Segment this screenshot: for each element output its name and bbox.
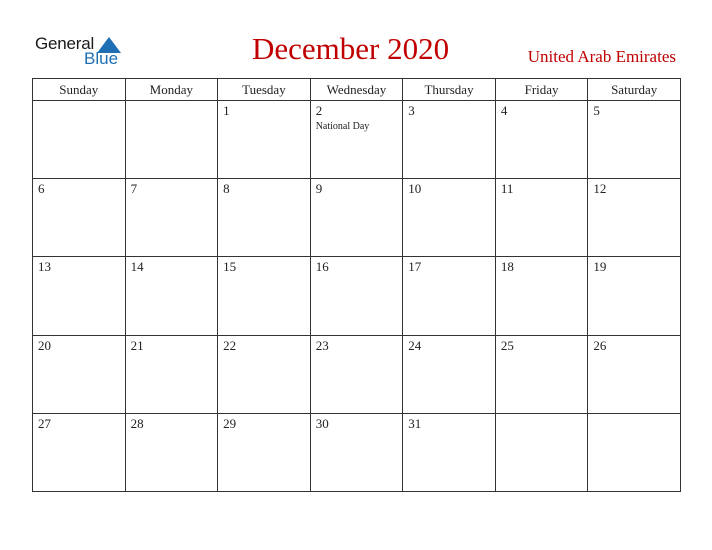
day-number: 19 bbox=[593, 259, 607, 275]
weekday-tuesday: Tuesday bbox=[218, 79, 311, 101]
day-cell bbox=[125, 101, 218, 179]
day-cell bbox=[495, 413, 588, 491]
day-cell bbox=[310, 101, 403, 179]
day-cell bbox=[33, 413, 126, 491]
day-number: 5 bbox=[593, 103, 600, 118]
day-cell bbox=[33, 179, 126, 257]
day-cell bbox=[125, 179, 218, 257]
holiday-label: National Day bbox=[315, 121, 370, 132]
day-number: 8 bbox=[223, 181, 230, 197]
day-cell bbox=[495, 101, 588, 179]
day-number bbox=[588, 414, 680, 416]
country-name: United Arab Emirates bbox=[527, 47, 676, 66]
day-number: 26 bbox=[593, 337, 607, 353]
day-number bbox=[33, 101, 125, 103]
day-cell bbox=[495, 335, 588, 413]
day-number: 14 bbox=[130, 259, 144, 275]
day-number: 4 bbox=[500, 103, 508, 118]
day-cell bbox=[218, 101, 311, 179]
day-number: 23 bbox=[315, 337, 329, 353]
day-cell bbox=[403, 179, 496, 257]
day-number: 9 bbox=[315, 181, 323, 197]
day-number: 28 bbox=[130, 415, 144, 431]
logo-text-general: General bbox=[35, 34, 95, 53]
day-cell bbox=[588, 179, 681, 257]
weekday-monday: Monday bbox=[125, 79, 218, 101]
day-number: 17 bbox=[408, 259, 422, 275]
day-cell bbox=[218, 335, 311, 413]
day-number bbox=[126, 101, 218, 103]
day-cell bbox=[310, 335, 403, 413]
day-cell bbox=[588, 101, 681, 179]
day-cell bbox=[403, 257, 496, 335]
calendar-header bbox=[0, 0, 712, 78]
week-row bbox=[33, 101, 681, 179]
day-number bbox=[496, 414, 588, 416]
day-cell bbox=[310, 179, 403, 257]
day-cell bbox=[403, 101, 496, 179]
day-number: 24 bbox=[408, 337, 422, 353]
day-number: 2 bbox=[315, 103, 323, 118]
day-cell bbox=[588, 413, 681, 491]
day-number: 15 bbox=[223, 259, 237, 275]
week-row bbox=[33, 335, 681, 413]
day-cell bbox=[495, 179, 588, 257]
day-number: 20 bbox=[38, 337, 51, 353]
day-cell bbox=[403, 413, 496, 491]
weekday-friday: Friday bbox=[495, 79, 588, 101]
day-cell bbox=[33, 101, 126, 179]
day-number: 7 bbox=[130, 181, 138, 197]
weekday-sunday: Sunday bbox=[33, 79, 126, 101]
day-number: 18 bbox=[500, 259, 514, 275]
day-number: 21 bbox=[130, 337, 144, 353]
day-cell bbox=[218, 179, 311, 257]
weekday-saturday: Saturday bbox=[588, 79, 681, 101]
day-number: 16 bbox=[315, 259, 329, 275]
day-cell bbox=[310, 413, 403, 491]
day-cell bbox=[588, 257, 681, 335]
day-number: 31 bbox=[408, 415, 422, 431]
day-cell bbox=[310, 257, 403, 335]
day-cell bbox=[125, 257, 218, 335]
day-number: 13 bbox=[38, 259, 51, 275]
calendar-grid bbox=[32, 78, 681, 492]
weekday-header-row bbox=[33, 79, 681, 101]
day-number: 11 bbox=[500, 181, 514, 197]
week-row bbox=[33, 413, 681, 491]
day-number: 6 bbox=[38, 181, 45, 197]
day-number: 3 bbox=[408, 103, 415, 118]
day-number: 12 bbox=[593, 181, 607, 197]
day-cell bbox=[218, 257, 311, 335]
day-cell bbox=[403, 335, 496, 413]
day-number: 10 bbox=[408, 181, 422, 197]
day-number: 22 bbox=[223, 337, 237, 353]
day-cell bbox=[33, 335, 126, 413]
day-number: 25 bbox=[500, 337, 514, 353]
day-cell bbox=[125, 335, 218, 413]
day-number: 30 bbox=[315, 415, 329, 431]
week-row bbox=[33, 179, 681, 257]
weekday-thursday: Thursday bbox=[403, 79, 496, 101]
page-title: December 2020 bbox=[252, 31, 450, 66]
day-cell bbox=[33, 257, 126, 335]
logo-text-blue: Blue bbox=[84, 49, 119, 68]
generalblue-logo bbox=[35, 34, 125, 70]
day-number: 29 bbox=[223, 415, 237, 431]
week-row bbox=[33, 257, 681, 335]
weekday-wednesday: Wednesday bbox=[310, 79, 403, 101]
day-cell bbox=[218, 413, 311, 491]
day-cell bbox=[495, 257, 588, 335]
day-number: 1 bbox=[223, 103, 230, 118]
day-number: 27 bbox=[38, 415, 51, 431]
day-cell bbox=[588, 335, 681, 413]
day-cell bbox=[125, 413, 218, 491]
